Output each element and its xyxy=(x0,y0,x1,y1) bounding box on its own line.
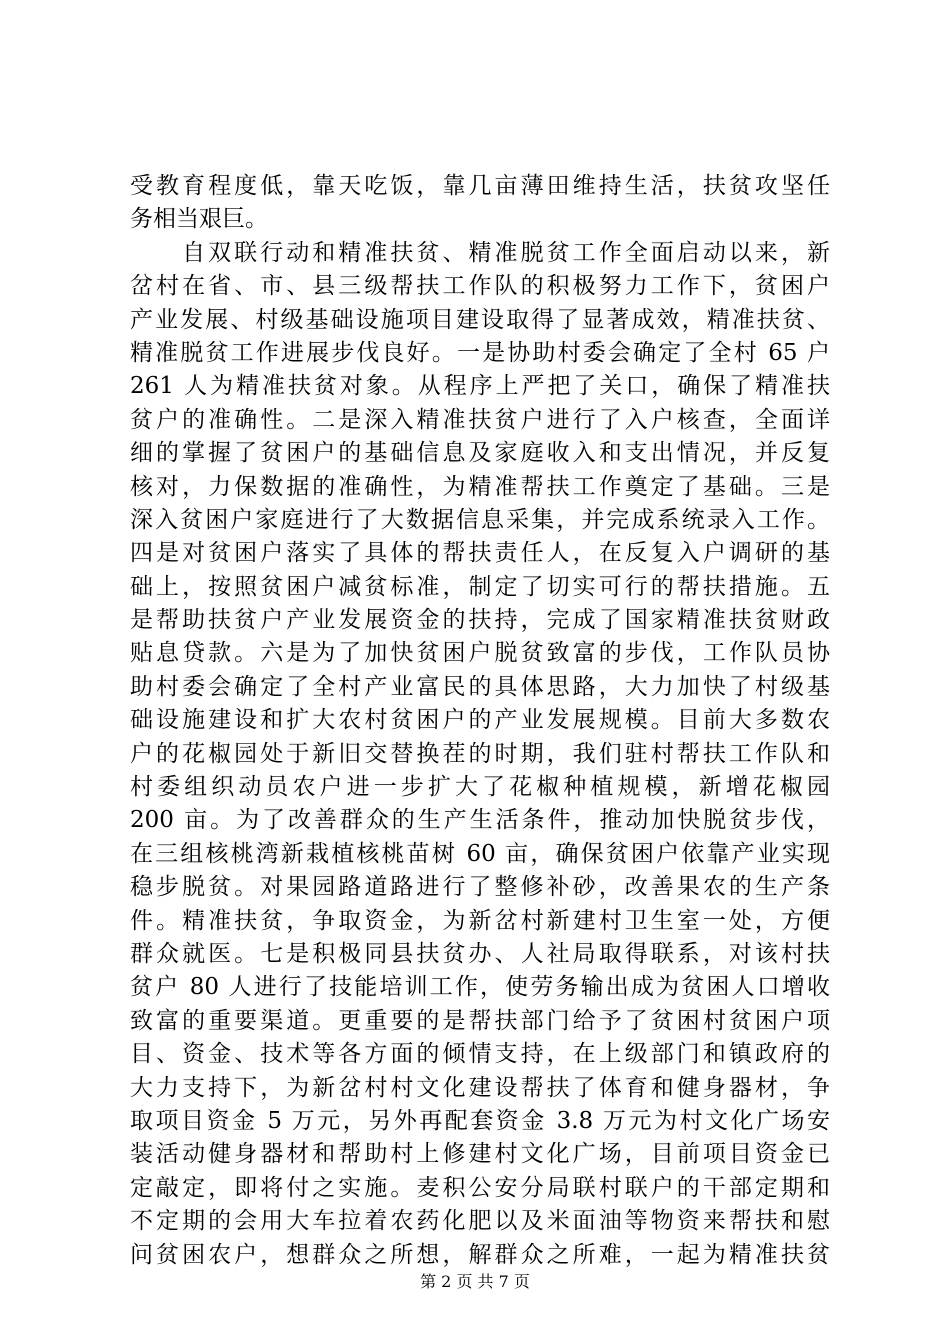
text-line: 在三组核桃湾新栽植核桃苗树 60 亩，确保贫困户依靠产业实现 xyxy=(130,840,830,867)
text-line: 础上，按照贫困户减贫标准，制定了切实可行的帮扶措施。五 xyxy=(130,573,830,600)
text-line: 稳步脱贫。对果园路道路进行了整修补砂，改善果农的生产条 xyxy=(130,874,830,901)
text-line: 问贫困农户，想群众之所想，解群众之所难，一起为精准扶贫 xyxy=(130,1241,830,1268)
text-line: 自双联行动和精准扶贫、精准脱贫工作全面启动以来，新 xyxy=(130,239,830,266)
text-line: 岔村在省、市、县三级帮扶工作队的积极努力工作下，贫困户 xyxy=(130,273,830,300)
text-line: 贫户的准确性。二是深入精准扶贫户进行了入户核查，全面详 xyxy=(130,406,830,433)
text-line: 户的花椒园处于新旧交替换茬的时期，我们驻村帮扶工作队和 xyxy=(130,740,830,767)
text-line: 大力支持下，为新岔村村文化建设帮扶了体育和健身器材，争 xyxy=(130,1074,830,1101)
text-line: 取项目资金 5 万元，另外再配套资金 3.8 万元为村文化广场安 xyxy=(130,1107,830,1134)
text-line: 定敲定，即将付之实施。麦积公安分局联村联户的干部定期和 xyxy=(130,1174,830,1201)
text-line: 不定期的会用大车拉着农药化肥以及米面油等物资来帮扶和慰 xyxy=(130,1208,830,1235)
text-line: 深入贫困户家庭进行了大数据信息采集，并完成系统录入工作。 xyxy=(130,506,830,533)
text-line: 200 亩。为了改善群众的生产生活条件，推动加快脱贫步伐， xyxy=(130,807,830,834)
text-line: 致富的重要渠道。更重要的是帮扶部门给予了贫困村贫困户项 xyxy=(130,1007,830,1034)
text-line: 是帮助扶贫户产业发展资金的扶持，完成了国家精准扶贫财政 xyxy=(130,607,830,634)
text-line: 件。精准扶贫，争取资金，为新岔村新建村卫生室一处，方便 xyxy=(130,907,830,934)
page-footer xyxy=(0,1272,950,1292)
text-line: 务相当艰巨。 xyxy=(130,206,268,233)
page-number-label: 第 2 页 共 7 页 xyxy=(420,1272,530,1291)
body-text xyxy=(130,170,830,1272)
text-line: 核对，力保数据的准确性，为精准帮扶工作奠定了基础。三是 xyxy=(130,473,830,500)
text-line: 村委组织动员农户进一步扩大了花椒种植规模，新增花椒园 xyxy=(130,774,830,801)
text-line: 细的掌握了贫困户的基础信息及家庭收入和支出情况，并反复 xyxy=(130,440,830,467)
text-line: 群众就医。七是积极同县扶贫办、人社局取得联系，对该村扶 xyxy=(130,940,830,967)
text-line: 助村委会确定了全村产业富民的具体思路，大力加快了村级基 xyxy=(130,673,830,700)
text-line: 受教育程度低，靠天吃饭，靠几亩薄田维持生活，扶贫攻坚任 xyxy=(130,173,830,199)
text-line: 装活动健身器材和帮助村上修建村文化广场，目前项目资金已 xyxy=(130,1141,830,1168)
text-line: 产业发展、村级基础设施项目建设取得了显著成效，精准扶贫、 xyxy=(130,306,830,333)
text-line: 础设施建设和扩大农村贫困户的产业发展规模。目前大多数农 xyxy=(130,707,830,734)
text-line: 261 人为精准扶贫对象。从程序上严把了关口，确保了精准扶 xyxy=(130,373,830,400)
text-line: 贫户 80 人进行了技能培训工作，使劳务输出成为贫困人口增收 xyxy=(130,974,830,1001)
text-line: 四是对贫困户落实了具体的帮扶责任人，在反复入户调研的基 xyxy=(130,540,830,567)
text-line: 目、资金、技术等各方面的倾情支持，在上级部门和镇政府的 xyxy=(130,1041,830,1068)
text-line: 贴息贷款。六是为了加快贫困户脱贫致富的步伐，工作队员协 xyxy=(130,640,830,667)
text-line: 精准脱贫工作进展步伐良好。一是协助村委会确定了全村 65 户 xyxy=(130,339,830,366)
